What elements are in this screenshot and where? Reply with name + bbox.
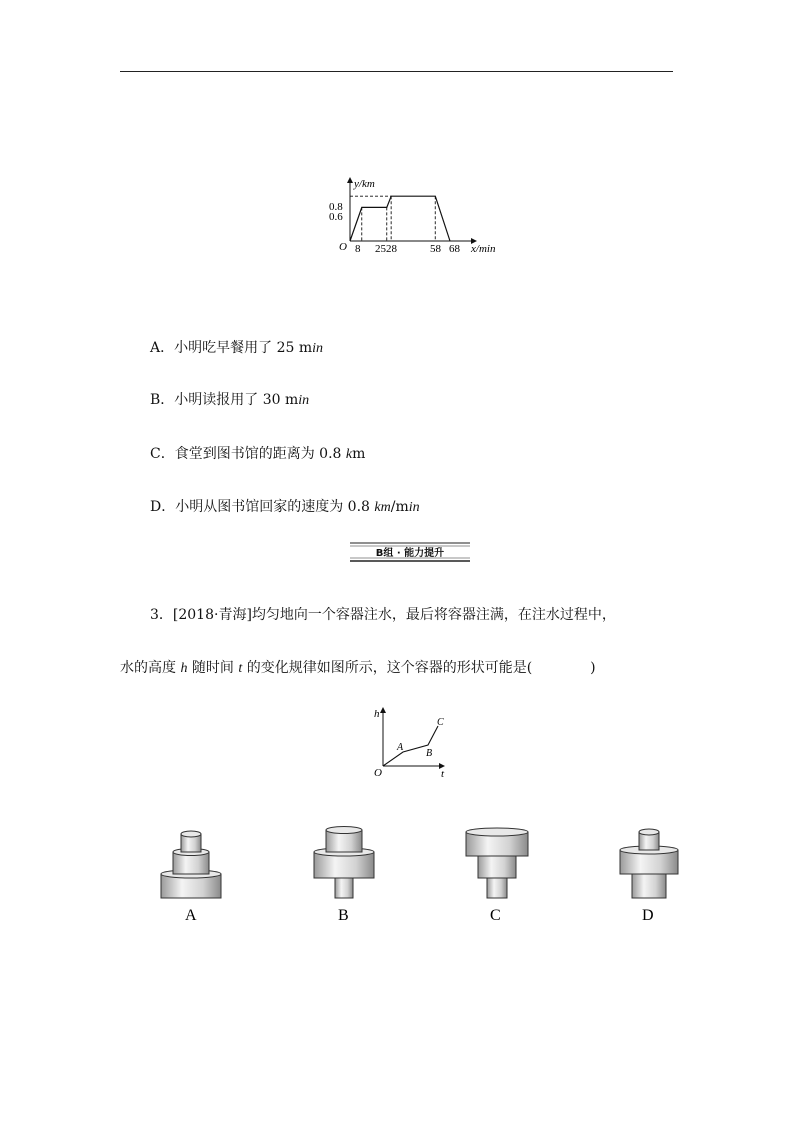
container-label-a: A <box>185 907 197 924</box>
graph2-x-axis-label: t <box>441 768 445 779</box>
graph1-origin-label: O <box>339 241 347 253</box>
option-c: C．食堂到图书馆的距离为 0.8 km <box>150 446 366 462</box>
graph1-x-tick-25-28: 2528 <box>375 243 397 255</box>
graph1-x-tick-58: 58 <box>430 243 441 255</box>
graph2-y-axis-label: h <box>374 708 380 720</box>
graph2-origin-label: O <box>374 767 382 779</box>
graph2-point-c: C <box>437 717 444 728</box>
header-rule <box>120 71 673 72</box>
graph2-point-a: A <box>397 742 404 753</box>
question3-line2: 水的高度 h 随时间 t 的变化规律如图所示，这个容器的形状可能是( ) <box>120 660 596 676</box>
container-label-d: D <box>642 907 654 924</box>
question3-line1: 3．[2018·青海]均匀地向一个容器注水，最后将容器注满，在注水过程中， <box>150 607 616 623</box>
container-shape-b[interactable] <box>314 827 374 925</box>
container-label-c: C <box>490 907 501 924</box>
graph1-y-tick-0.6: 0.6 <box>329 211 343 223</box>
option-d: D．小明从图书馆回家的速度为 0.8 km/min <box>150 499 420 515</box>
graph1-x-tick-8: 8 <box>355 243 361 255</box>
container-options <box>140 822 700 932</box>
graph1-x-axis-label: x/min <box>471 243 496 255</box>
height-time-graph <box>370 704 455 779</box>
graph1-y-tick-0.8: 0.8 <box>329 201 343 213</box>
section-banner-label: B组 · 能力提升 <box>375 548 445 559</box>
graph1-y-axis-label: y/km <box>354 178 375 190</box>
distance-time-graph <box>326 172 516 262</box>
option-a: A．小明吃早餐用了 25 min <box>150 340 324 356</box>
container-shape-a[interactable] <box>161 831 221 924</box>
container-shape-c[interactable] <box>466 828 528 924</box>
graph1-x-tick-68: 68 <box>449 243 460 255</box>
container-shape-d[interactable] <box>620 829 678 924</box>
option-b: B．小明读报用了 30 min <box>150 392 310 408</box>
section-banner <box>350 542 470 562</box>
graph1-dashed-guides <box>350 196 435 241</box>
graph2-data-line <box>383 726 438 766</box>
graph2-point-b: B <box>426 748 433 759</box>
container-label-b: B <box>338 907 349 924</box>
